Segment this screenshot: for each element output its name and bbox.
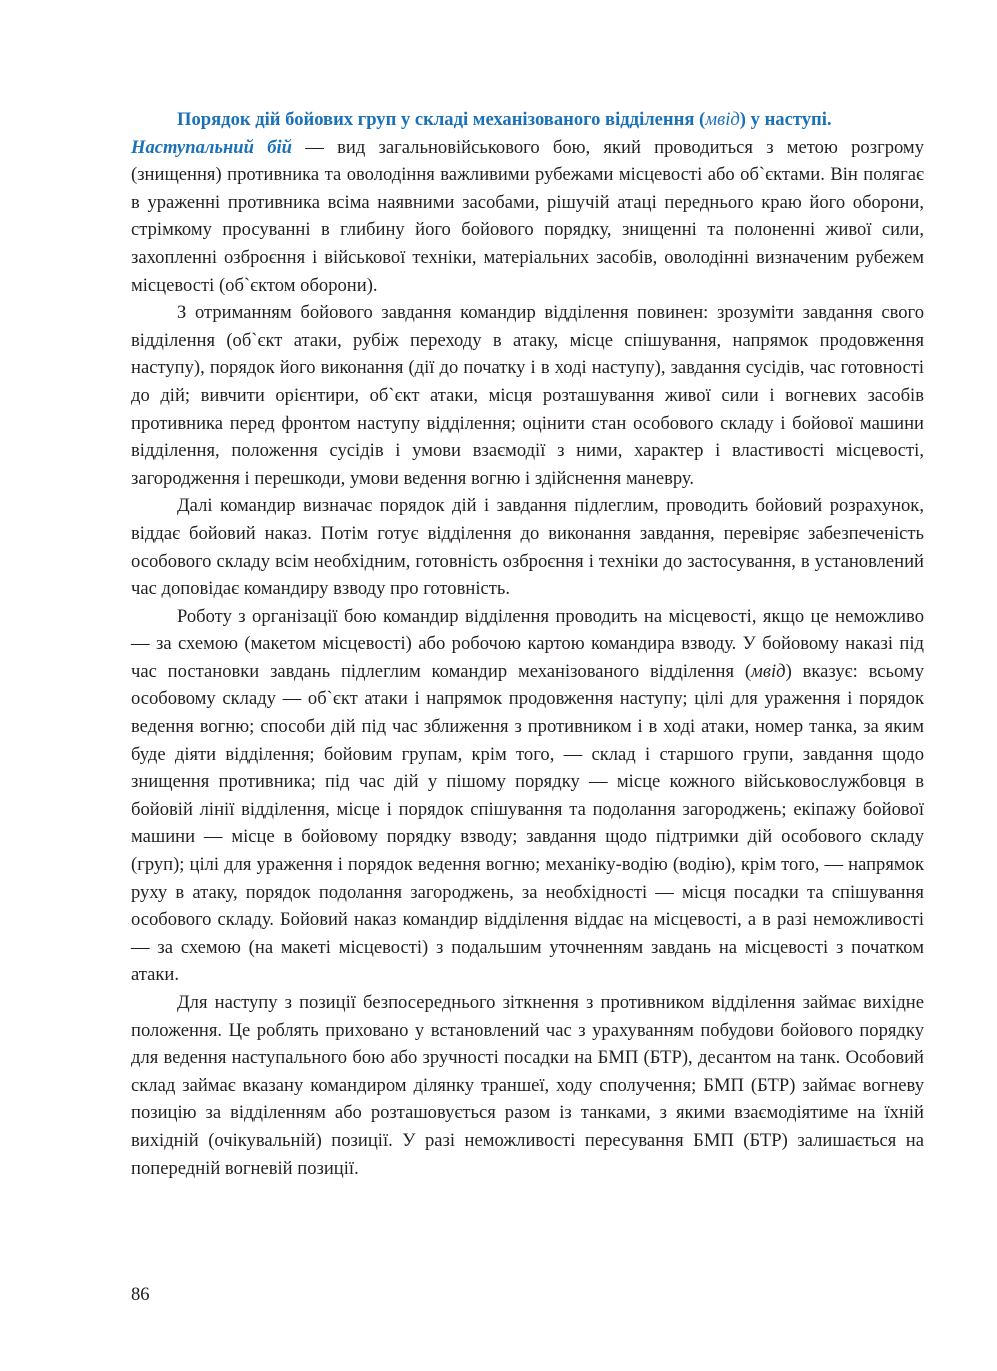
page-body bbox=[131, 106, 924, 1182]
abbreviation: мвід bbox=[751, 660, 786, 682]
heading-text-end: ) у наступі. bbox=[739, 109, 832, 130]
paragraph-commander-tasks: З отриманням бойового завдання командир відділення повинен: зрозуміти завдання свого відділення (об`єкт атаки, рубіж переходу в атаку, місце спішування, напрямок продовження наступу), порядок його виконання (дії до початку і в ході наступу), завдання сусідів, час готовності до дій; вивчити орієнтири, об`єкт атаки, місця розташування живої сили і вогневих засобів противника перед фронтом наступу відділення; оцінити стан особового складу і бойової машини відділення, положення сусідів і умови взаємодії з ними, характер і властивості місцевості, загородження і перешкоди, умови ведення вогню і здійснення маневру. bbox=[131, 302, 924, 489]
page-number: 86 bbox=[131, 1284, 150, 1305]
paragraph-combat-order: Далі командир визначає порядок дій і завдання підлеглим, проводить бойовий розрахунок, віддає бойовий наказ. Потім готує відділення до виконання завдання, перевіряє забезпеченість особового складу всім необхідним, готовність озброєння і техніки до застосування, в установлений час доповідає командиру взводу про готовність. bbox=[131, 495, 924, 600]
defined-term: Наступальний бій bbox=[131, 136, 292, 158]
section-heading bbox=[177, 109, 832, 130]
definition-text: — вид загальновійськового бою, який проводиться з метою розгрому (знищення) противника та оволодіння важливими рубежами місцевості або об`єктами. Він полягає в ураженні противника всіма наявними засобами, рішучій атаці переднього краю його оборони, стрімкому просуванні в глибину його бойового порядку, знищенні та полоненні живої сили, захопленні озброєння і військової техніки, матеріальних засобів, оволодінні визначеним рубежем місцевості (об`єктом оборони). bbox=[131, 136, 924, 296]
section-heading-paragraph bbox=[131, 106, 924, 299]
paragraph-starting-position: Для наступу з позиції безпосереднього зіткнення з противником відділення займає вихідне положення. Це роблять приховано у встановлений час з урахуванням побудови бойового порядку для ведення наступального бою або зручності посадки на БМП (БТР), десантом на танк. Особовий склад займає вказану командиром ділянку траншеї, ходу сполучення; БМП (БТР) займає вогневу позицію за відділенням або розташовується разом із танками, з якими взаємодіятиме на їхній вихідній (очікувальній) позиції. У разі неможливості пересування БМП (БТР) залишається на попередній вогневій позиції. bbox=[131, 992, 924, 1179]
paragraph-text-end: ) вказує: всьому особовому складу — об`єкт атаки і напрямок продовження наступу; цілі для ураження і порядок ведення вогню; способи дій під час зближення з противником і в ході атаки, номер танка, за яким буде діяти відділення; бойовим групам, крім того, — склад і старшого групи, завдання щодо знищення противника; під час дій у пішому порядку — місце кожного військовослужбовця в бойовій лінії відділення, місце і порядок спішування та подолання загороджень; екіпажу бойової машини — місце в бойовому порядку взводу; завдання щодо підтримки дій особового складу (груп); цілі для ураження і порядок ведення вогню; механіку-водію (водію), крім того, — напрямок руху в атаку, порядок подолання загороджень, за необхідності — місця посадки та спішування особового складу. Бойовий наказ командир відділення віддає на місцевості, а в разі неможливості — за схемою (на макеті місцевості) з подальшим уточненням завдань на місцевості з початком атаки. bbox=[131, 660, 924, 986]
heading-abbreviation: мвід bbox=[705, 109, 740, 130]
heading-text: Порядок дій бойових груп у складі механізованого відділення ( bbox=[177, 109, 706, 130]
paragraph-text: Роботу з організації бою командир відділення проводить на місцевості, якщо це неможливо — за схемою (макетом місцевості) або робочою картою командира взводу. У бойовому наказі під час постановки завдань підлеглим командир механізованого відділення ( bbox=[131, 605, 924, 682]
paragraph-organization bbox=[131, 603, 924, 989]
